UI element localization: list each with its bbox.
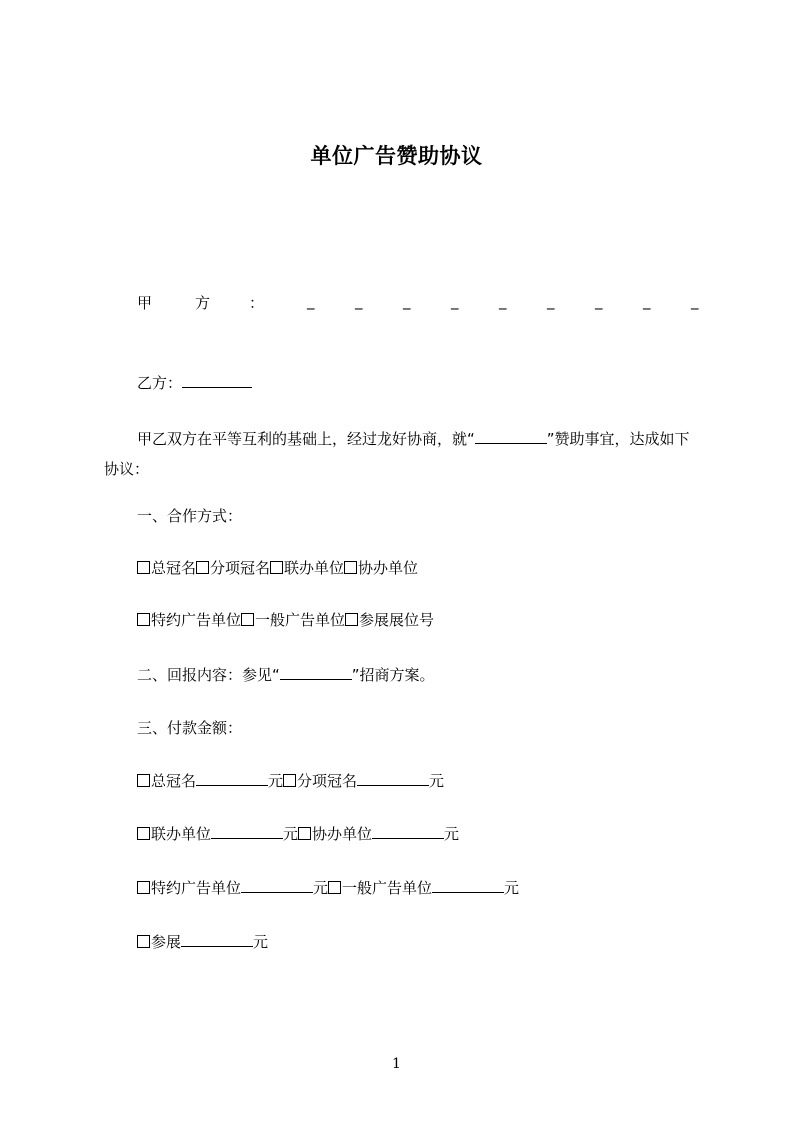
party-b-blank[interactable] — [182, 372, 252, 388]
cooperation-row-2 — [137, 610, 434, 630]
checkbox[interactable] — [196, 561, 209, 574]
option-label: 协办单位 — [312, 825, 373, 843]
investment-plan-blank[interactable] — [280, 664, 352, 680]
party-a-char-1: 甲 — [137, 294, 153, 312]
option-label: 协办单位 — [358, 559, 419, 577]
checkbox[interactable] — [241, 613, 254, 626]
checkbox[interactable] — [270, 561, 283, 574]
party-a-blank[interactable]: _ — [547, 292, 555, 310]
intro-text-before: 甲乙双方在平等互利的基础上，经过龙好协商，就“ — [137, 430, 475, 448]
amount-blank[interactable] — [432, 877, 504, 893]
unit-label: 元 — [444, 825, 460, 843]
option-label: 总冠名 — [151, 559, 197, 577]
amount-blank[interactable] — [196, 770, 268, 786]
intro-paragraph — [104, 424, 702, 484]
party-b-line — [137, 372, 252, 393]
option-label: 特约广告单位 — [151, 611, 242, 629]
checkbox[interactable] — [344, 561, 357, 574]
party-a-blank[interactable]: _ — [499, 292, 507, 310]
payment-row-2 — [137, 823, 459, 844]
party-a-char-2: 方 — [195, 294, 211, 312]
section-1-heading: 一、合作方式： — [137, 507, 243, 525]
checkbox[interactable] — [137, 881, 150, 894]
amount-blank[interactable] — [372, 823, 444, 839]
document-title: 单位广告赞助协议 — [310, 144, 483, 168]
party-a-blank[interactable]: _ — [355, 292, 363, 310]
unit-label: 元 — [313, 879, 329, 897]
checkbox[interactable] — [137, 774, 150, 787]
option-label: 特约广告单位 — [151, 879, 242, 897]
party-a-blank[interactable]: _ — [595, 292, 603, 310]
amount-blank[interactable] — [211, 823, 283, 839]
sponsor-event-blank[interactable] — [475, 428, 547, 444]
option-label: 总冠名 — [151, 772, 197, 790]
option-label: 联办单位 — [151, 825, 212, 843]
amount-blank[interactable] — [181, 931, 253, 947]
checkbox[interactable] — [137, 561, 150, 574]
checkbox[interactable] — [137, 827, 150, 840]
party-a-blank[interactable]: _ — [307, 292, 315, 310]
option-label: 参展 — [151, 933, 182, 951]
section-2-text-before: 二、回报内容：参见“ — [137, 666, 280, 684]
option-label: 一般广告单位 — [255, 611, 346, 629]
checkbox[interactable] — [137, 935, 150, 948]
page-number: 1 — [392, 1056, 401, 1072]
checkbox[interactable] — [298, 827, 311, 840]
unit-label: 元 — [429, 772, 445, 790]
option-label: 一般广告单位 — [342, 879, 433, 897]
option-label: 参展展位号 — [359, 611, 435, 629]
cooperation-row-1 — [137, 558, 418, 578]
party-a-blank[interactable]: _ — [643, 292, 651, 310]
section-2-text-after: ”招商方案。 — [351, 666, 435, 684]
payment-row-4 — [137, 931, 268, 952]
checkbox[interactable] — [345, 613, 358, 626]
checkbox[interactable] — [137, 613, 150, 626]
option-label: 分项冠名 — [210, 559, 271, 577]
checkbox[interactable] — [283, 774, 296, 787]
party-b-label: 乙方： — [137, 374, 183, 392]
party-a-line — [137, 292, 702, 312]
party-a-blank[interactable]: _ — [691, 292, 699, 310]
amount-blank[interactable] — [241, 877, 313, 893]
option-label: 联办单位 — [284, 559, 345, 577]
unit-label: 元 — [504, 879, 520, 897]
amount-blank[interactable] — [357, 770, 429, 786]
section-3-heading: 三、付款金额： — [137, 719, 243, 737]
unit-label: 元 — [283, 825, 299, 843]
intro-text-after: ”赞助事宜，达成如下协议： — [104, 430, 690, 478]
party-a-blank[interactable]: _ — [403, 292, 411, 310]
section-2-line — [137, 664, 435, 685]
payment-row-3 — [137, 877, 519, 898]
party-a-colon: ： — [249, 294, 265, 312]
party-a-blank[interactable]: _ — [451, 292, 459, 310]
unit-label: 元 — [268, 772, 284, 790]
option-label: 分项冠名 — [297, 772, 358, 790]
unit-label: 元 — [253, 933, 269, 951]
checkbox[interactable] — [328, 881, 341, 894]
payment-row-1 — [137, 770, 444, 791]
